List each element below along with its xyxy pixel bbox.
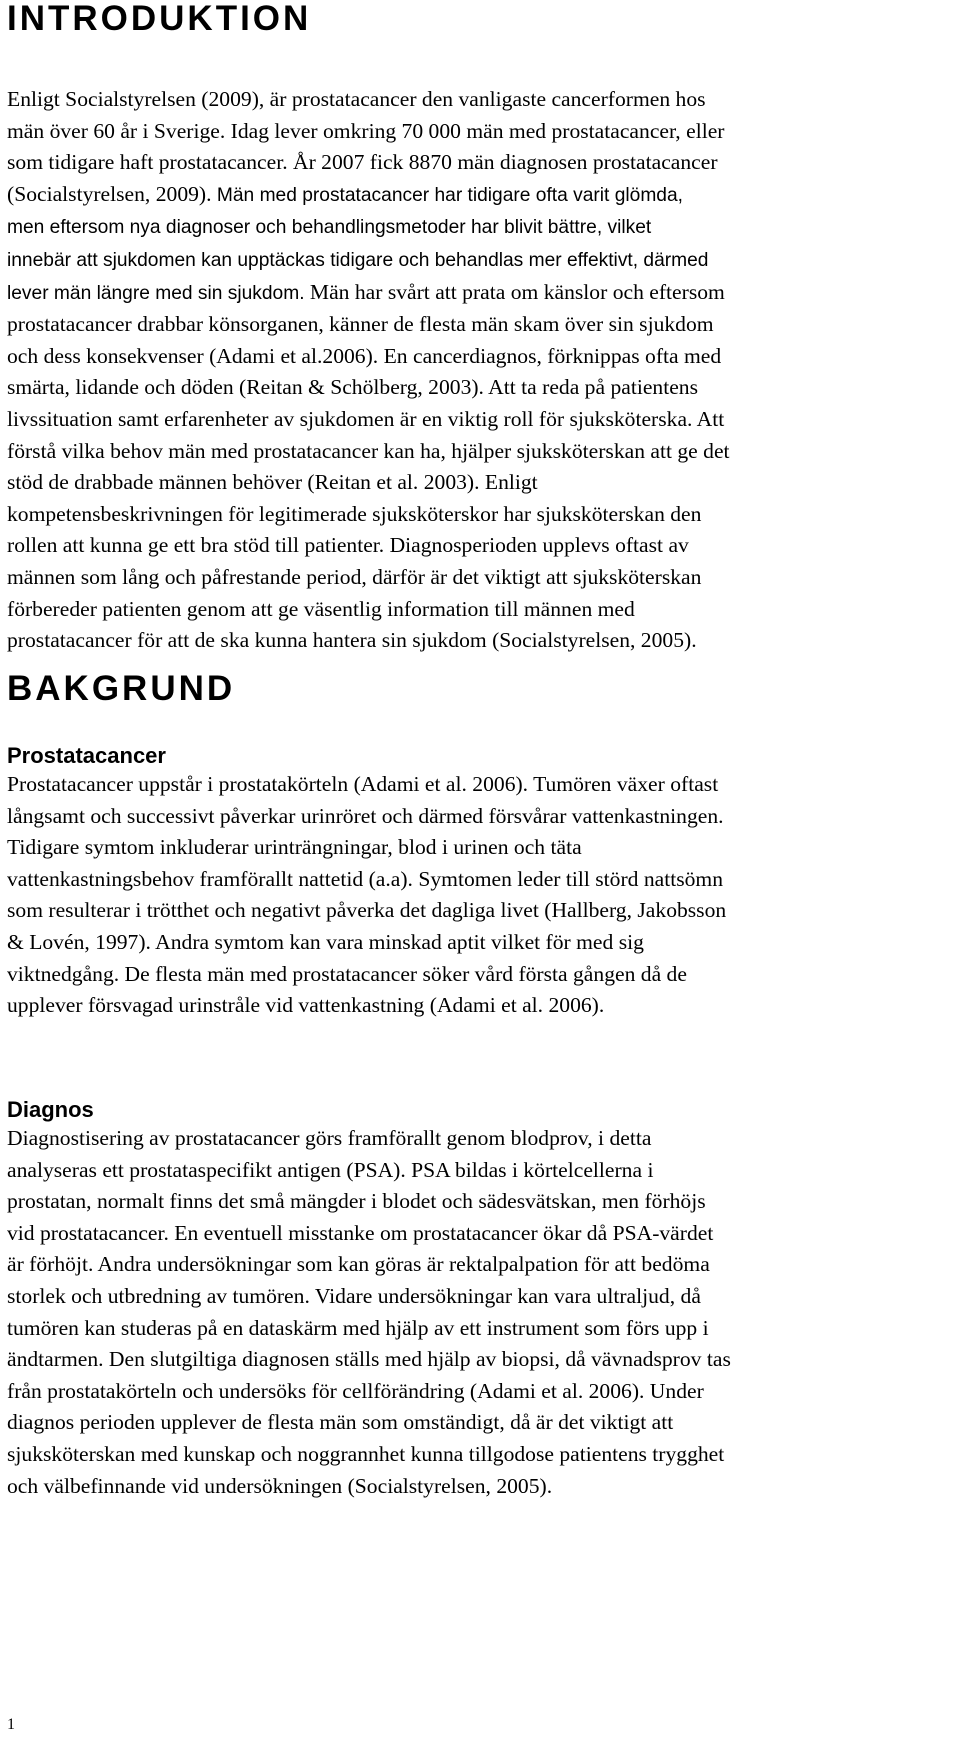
text-run-sans: lever män längre med sin sjukdom. [7,282,310,304]
text-line: långsamt och successivt påverkar urinröret och därmed försvårar vattenkastningen. [7,803,724,828]
text-run: (Socialstyrelsen, 2009). [7,181,217,206]
text-line: Tidigare symtom inkluderar urinträngningar, blod i urinen och täta [7,835,582,860]
text-run: rollen att kunna ge ett bra stöd till patienter. Diagnosperioden upplevs oftast av [7,533,689,558]
text-run-sans: innebär att sjukdomen kan upptäckas tidigare och behandlas mer effektivt, därmed [7,249,709,271]
text-run: livssituation samt erfarenheter av sjukdomen är en viktig roll för sjuksköterska. Att [7,406,725,431]
text-line: & Lovén, 1997). Andra symtom kan vara minskad aptit vilket för med sig [7,929,644,954]
text-line [7,404,955,436]
text-line: prostatan, normalt finns det små mängder i blodet och sädesvätskan, men förhöjs [7,1189,706,1214]
text-line: vid prostatacancer. En eventuell misstanke om prostatacancer ökar då PSA-värdet [7,1220,714,1245]
text-line [7,147,955,179]
text-run: kompetensbeskrivningen för legitimerade sjuksköterskor har sjuksköterskan den [7,501,702,526]
text-line [7,116,955,148]
page-number: 1 [7,1716,15,1733]
text-line: och välbefinnande vid undersökningen (Socialstyrelsen, 2005). [7,1473,553,1498]
text-line: som resulterar i trötthet och negativt påverka det dagliga livet (Hallberg, Jakobsson [7,898,727,923]
text-line: Diagnostisering av prostatacancer görs framförallt genom blodprov, i detta [7,1126,652,1150]
intro-paragraph [7,84,955,657]
text-run: och dess konsekvenser (Adami et al.2006). En cancerdiagnos, förknippas ofta med [7,343,722,368]
text-run: männen som lång och påfrestande period, därför är det viktigt att sjuksköterskan [7,564,702,589]
text-line [7,625,955,657]
text-line: diagnos perioden upplever de flesta män som omständigt, då är det viktigt att [7,1410,674,1435]
section-title-introduktion: INTRODUKTION [7,0,312,38]
subsection-title-diagnos: Diagnos [7,1097,94,1122]
text-line: Prostatacancer uppstår i prostatakörteln (Adami et al. 2006). Tumören växer oftast [7,772,719,796]
text-line [7,244,955,277]
text-line [7,467,955,499]
text-run: män över 60 år i Sverige. Idag lever omkring 70 000 män med prostatacancer, eller [7,118,725,143]
text-line: sjuksköterskan med kunskap och noggrannhet kunna tillgodose patientens trygghet [7,1441,725,1466]
text-line [7,436,955,468]
text-line [7,309,955,341]
diagnos-paragraph [7,1123,955,1502]
text-run: smärta, lidande och döden (Reitan & Schölberg, 2003). Att ta reda på patientens [7,375,699,400]
text-line: storlek och utbredning av tumören. Vidare undersökningar kan vara ultraljud, då [7,1283,701,1308]
text-run: Män har svårt att prata om känslor och eftersom [309,279,725,304]
text-line: tumören kan studeras på en dataskärm med hjälp av ett instrument som förs upp i [7,1315,709,1340]
section-title-bakgrund: BAKGRUND [7,669,236,708]
text-run-sans: Män med prostatacancer har tidigare ofta varit glömda, [216,184,683,206]
text-line: är förhöjt. Andra undersökningar som kan göras är rektalpalpation för att bedöma [7,1252,710,1277]
text-run: prostatacancer för att de ska kunna hantera sin sjukdom (Socialstyrelsen, 2005). [7,628,697,653]
text-line [7,372,955,404]
text-run-sans: men eftersom nya diagnoser och behandlingsmetoder har blivit bättre, vilket [7,217,652,239]
text-line [7,179,955,212]
text-run: prostatacancer drabbar könsorganen, känner de flesta män skam över sin sjukdom [7,312,714,337]
text-line [7,277,955,310]
text-run: förbereder patienten genom att ge väsentlig information till männen med [7,596,635,621]
text-run: som tidigare haft prostatacancer. År 2007 fick 8870 män diagnosen prostatacancer [7,150,718,175]
text-run: stöd de drabbade männen behöver (Reitan et al. 2003). Enligt [7,470,538,495]
text-line: ändtarmen. Den slutgiltiga diagnosen ställs med hjälp av biopsi, då vävnadsprov tas [7,1347,731,1372]
text-line [7,211,955,244]
text-line [7,499,955,531]
text-line: vattenkastningsbehov framförallt nattetid (a.a). Symtomen leder till störd nattsömn [7,866,724,891]
text-run: förstå vilka behov män med prostatacancer kan ha, hjälper sjuksköterskan att ge det [7,438,730,463]
text-line [7,84,955,116]
text-line: viktnedgång. De flesta män med prostatacancer söker vård första gången då de [7,961,687,986]
text-line [7,530,955,562]
text-line [7,341,955,373]
text-line: upplever försvagad urinstråle vid vattenkastning (Adami et al. 2006). [7,993,605,1018]
text-line [7,562,955,594]
prostatacancer-paragraph [7,769,955,1022]
text-run: Enligt Socialstyrelsen (2009), är prostatacancer den vanligaste cancerformen hos [7,87,706,111]
subsection-title-prostatacancer: Prostatacancer [7,743,166,768]
text-line: analyseras ett prostataspecifikt antigen (PSA). PSA bildas i körtelcellerna i [7,1157,654,1182]
text-line [7,594,955,626]
text-line: från prostatakörteln och undersöks för cellförändring (Adami et al. 2006). Under [7,1378,704,1403]
